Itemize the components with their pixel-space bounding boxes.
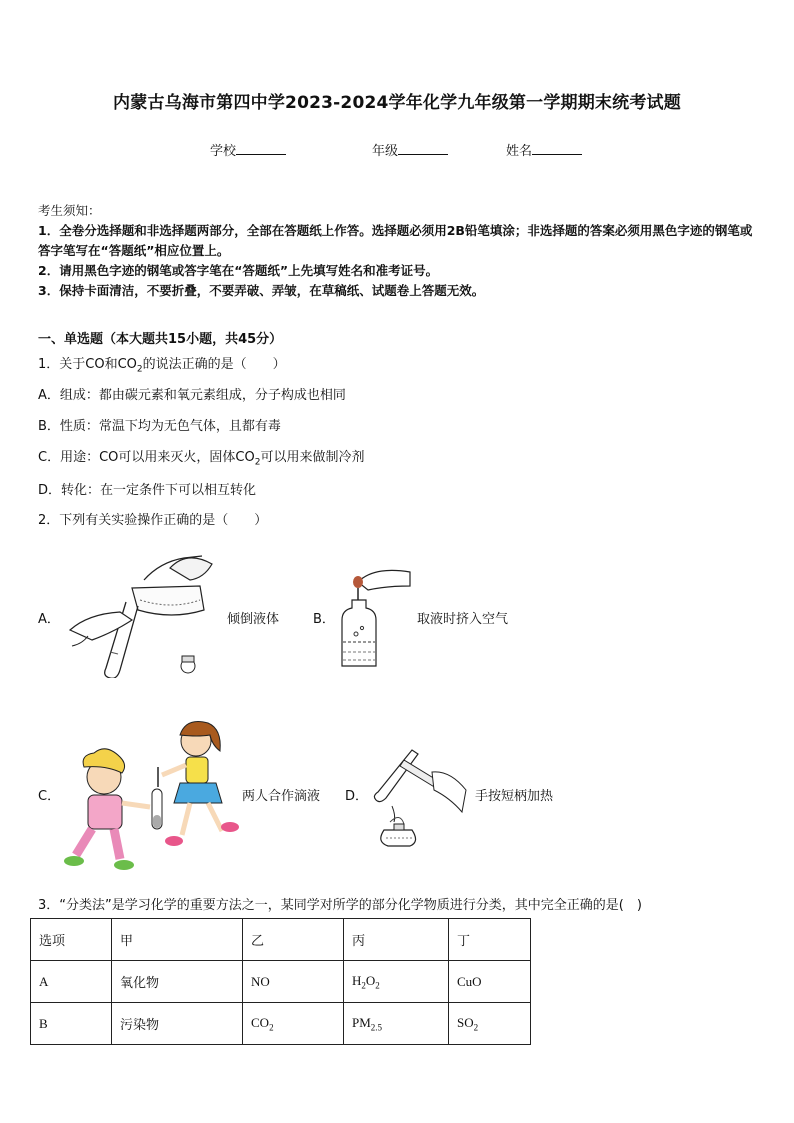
name-field (506, 140, 582, 159)
table-cell: $CO_2$ (243, 1003, 344, 1045)
q2-option-c-letter[interactable]: C． (38, 789, 61, 804)
notice-item-2: 2．请用黑色字迹的钢笔或答字笔在“答题纸”上先填写姓名和准考证号。 (38, 263, 439, 278)
table-cell: $PM_{2.5}$ (344, 1003, 449, 1045)
notice-item-1: 1．全卷分选择题和非选择题两部分，全部在答题纸上作答。选择题必须用2B铅笔填涂；非选择题的答案必须用黑色字迹的钢笔或答字笔写在“答题纸”相应位置上。 (38, 223, 753, 258)
dropper-bottle-illustration (338, 562, 418, 672)
school-label: 学校 (210, 144, 237, 159)
two-children-dropping-illustration (62, 715, 242, 875)
pouring-liquid-illustration (62, 548, 222, 678)
q1-option-d[interactable]: D．转化：在一定条件下可以相互转化 (38, 483, 257, 498)
school-field (210, 140, 286, 159)
header-cell: 选项 (31, 919, 112, 961)
table-row (31, 961, 531, 1003)
notice-heading: 考生须知： (38, 203, 101, 218)
header-cell: 乙 (243, 919, 344, 961)
q2-option-b-caption: 取液时挤入空气 (417, 612, 509, 627)
page-title: 内蒙古乌海市第四中学2023-2024学年化学九年级第一学期期末统考试题 (113, 93, 681, 113)
section-heading: 一、单选题（本大题共15小题，共45分） (38, 332, 283, 347)
table-cell: 污染物 (112, 1003, 243, 1045)
table-cell: $SO_2$ (449, 1003, 531, 1045)
q2-option-a-letter[interactable]: A． (38, 612, 60, 627)
q2-stem: 2．下列有关实验操作正确的是（ ） (38, 513, 268, 528)
table-cell: NO (243, 961, 344, 1003)
name-label: 姓名 (506, 144, 533, 159)
table-cell: $H_2O_2$ (344, 961, 449, 1003)
notice-block (38, 201, 758, 301)
q3-stem: 3．“分类法”是学习化学的重要方法之一，某同学对所学的部分化学物质进行分类，其中完全正确的是( ) (38, 898, 642, 913)
grade-blank (398, 142, 448, 155)
name-blank (532, 142, 582, 155)
q1-option-a[interactable]: A．组成：都由碳元素和氧元素组成，分子构成也相同 (38, 388, 346, 403)
q1-stem: 1．关于CO和$CO_2$的说法正确的是（ ） (38, 357, 286, 375)
notice-item-3: 3．保持卡面清洁，不要折叠，不要弄破、弄皱，在草稿纸、试题卷上答题无效。 (38, 283, 485, 298)
q2-option-b-letter[interactable]: B． (313, 612, 335, 627)
grade-label: 年级 (372, 144, 399, 159)
table-cell: A (31, 961, 112, 1003)
table-header-row (31, 919, 531, 961)
header-cell: 丁 (449, 919, 531, 961)
grade-field (372, 140, 448, 159)
header-cell: 丙 (344, 919, 449, 961)
classification-table (30, 918, 531, 1045)
table-cell: CuO (449, 961, 531, 1003)
header-cell: 甲 (112, 919, 243, 961)
q1-option-c[interactable]: C．用途：CO可以用来灭火，固体$CO_2$可以用来做制冷剂 (38, 450, 365, 468)
q1-option-b[interactable]: B．性质：常温下均为无色气体，且都有毒 (38, 419, 281, 434)
q2-option-a-caption: 倾倒液体 (227, 612, 280, 627)
table-cell: B (31, 1003, 112, 1045)
q2-option-d-letter[interactable]: D． (345, 789, 369, 804)
school-blank (236, 142, 286, 155)
test-tube-heating-illustration (370, 742, 475, 852)
q2-option-d-caption: 手按短柄加热 (475, 789, 554, 804)
table-cell: 氧化物 (112, 961, 243, 1003)
table-row (31, 1003, 531, 1045)
q2-option-c-caption: 两人合作滴液 (242, 789, 321, 804)
